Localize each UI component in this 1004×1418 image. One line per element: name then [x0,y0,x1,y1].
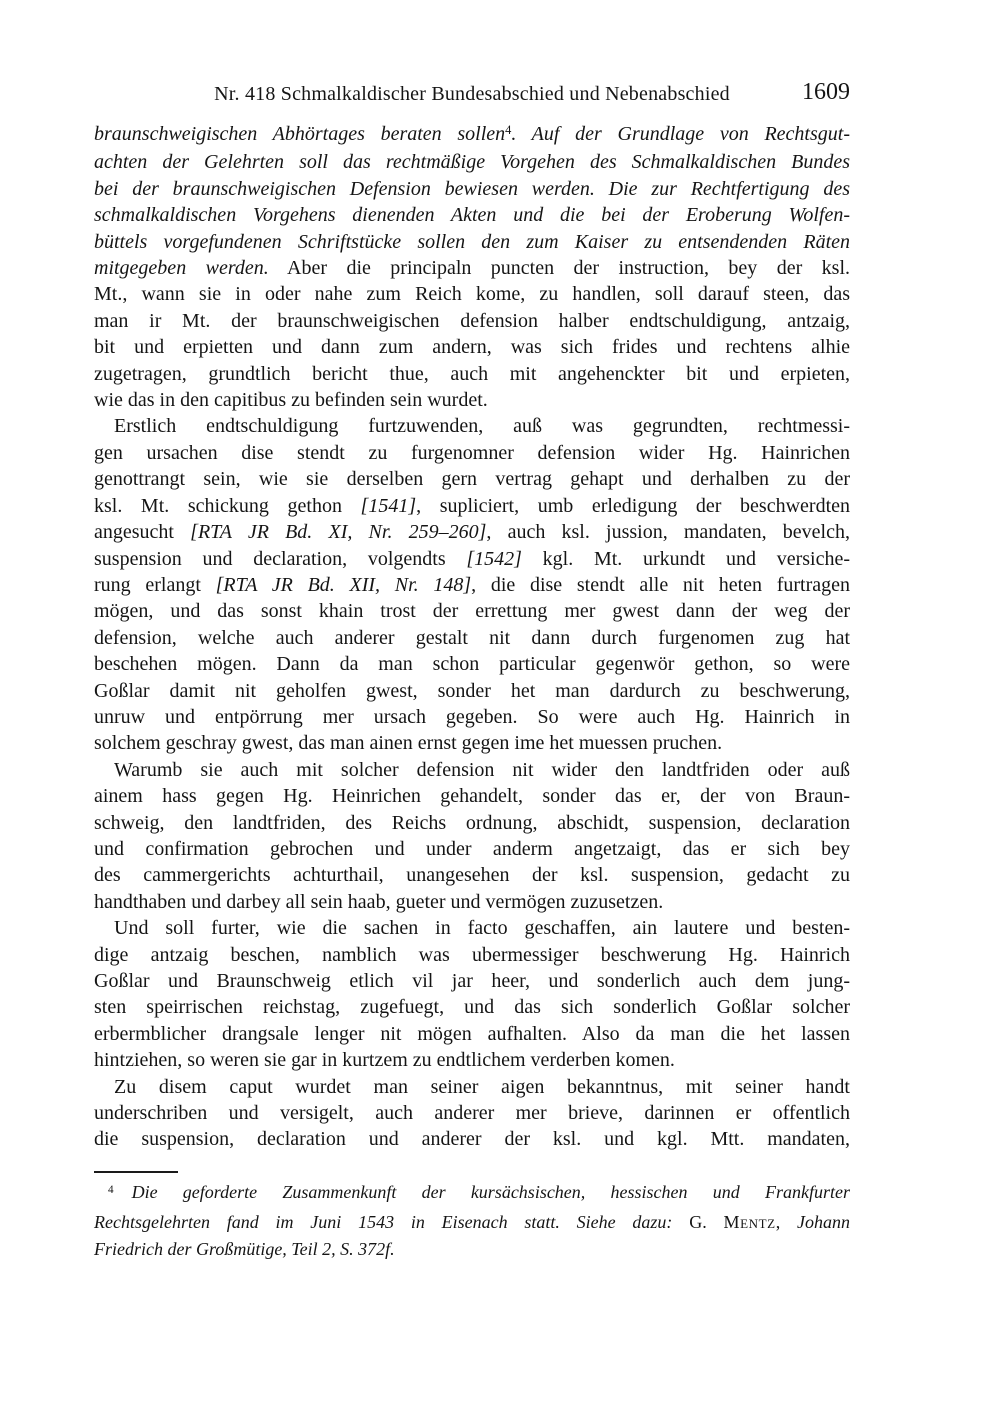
text-line [94,704,850,730]
text-line [94,1074,850,1100]
text-segment: sten speirrischen reichstag, zugefuegt, und das sich sonderlich Goßlar solcher [94,996,850,1019]
text-line [94,413,850,439]
text-line [94,229,850,255]
text-segment: handthaben und darbey all sein haab, gueter und vermögen zuzusetzen. [94,890,664,913]
text-line [94,281,850,307]
text-segment: [1542] [466,547,522,570]
text-line [94,1179,850,1209]
text-segment: suspension und declaration, volgendts [94,547,467,570]
text-segment: [RTA JR Bd. XII, Nr. 148] [215,573,472,596]
text-segment: bit und erpietten und dann zum andern, was sich frides und rechtens alhie [94,336,850,359]
text-segment: achten der Gelehrten soll das rechtmäßige Vorgehen des Schmalkaldischen Bundes [94,151,850,174]
text-segment: Friedrich der Großmütige, Teil 2, S. 372f. [94,1239,395,1259]
text-segment: dige antzaig beschen, namblich was ubermessiger beschwerung Hg. Hainrich [94,943,850,966]
text-line [94,572,850,598]
text-line [94,149,850,175]
text-segment: die suspension, declaration und anderer der ksl. und kgl. Mtt. mandaten, [94,1128,850,1151]
text-segment: genottrangt sein, wie sie derselben gern vertrag gehapt und derhalben zu der [94,468,850,491]
text-line [94,968,850,994]
text-segment: und confirmation gebrochen und under anderm angetzaigt, das er sich bey [94,837,850,860]
text-segment: Warumb sie auch mit solcher defension nit wider den landtfriden oder auß [114,758,850,781]
text-segment: . Auf der Grundlage von Rechtsgut- [511,123,850,145]
text-segment: Johann [797,1212,850,1232]
text-segment: Mt., wann sie in oder nahe zum Reich kome, zu handlen, soll darauf steen, das [94,283,850,306]
text-line [94,730,850,756]
text-line [94,440,850,466]
text-segment: angesucht [94,521,191,544]
text-line [94,783,850,809]
body-text [94,121,850,1153]
text-segment: Goßlar damit nit geholfen gwest, sonder het man dardurch zu beschwerung, [94,679,850,702]
header-title: Nr. 418 Schmalkaldischer Bundesabschied und Nebenabschied [214,83,730,105]
text-segment: hintziehen, so weren sie gar in kurtzem zu endtlichem verderben komen. [94,1049,675,1072]
text-segment: bei der braunschweigischen Defension bewiesen werden. Die zur Rechtfertigung des [94,177,850,200]
text-line [94,466,850,492]
text-line [94,255,850,281]
text-segment: man ir Mt. der braunschweigischen defension halber endtschuldigung, antzaig, [94,309,850,332]
text-segment: Und soll furter, wie die sachen in facto geschaffen, ain lautere und besten- [114,917,850,940]
text-segment: mitgegeben werden. [94,257,269,280]
text-segment: Rechtsgelehrten fand im Juni 1543 in Eisenach statt. Siehe dazu: [94,1212,690,1232]
text-line [94,598,850,624]
text-segment: erbermblicher drangsale lenger nit mögen aufhalten. Also da man die het lassen [94,1022,850,1045]
text-segment: beschehen mögen. Dann da man schon particular gegenwör gethon, so were [94,653,850,676]
text-segment: Goßlar und Braunschweig etlich vil jar heer, und sonderlich auch dem jung- [94,970,850,992]
text-segment: ksl. Mt. schickung gethon [94,494,361,517]
text-segment: Aber die principaln puncten der instruction, bey der ksl. [268,257,851,280]
text-line [94,361,850,387]
text-segment: Mentz [723,1212,776,1232]
text-segment: ainem hass gegen Hg. Heinrichen gehandelt, sonder das er, der von Braun- [94,785,850,808]
text-line [94,678,850,704]
text-segment: Zu disem caput wurdet man seiner aigen bekanntnus, mit seiner handt [114,1075,850,1098]
text-line [94,1047,850,1073]
footnote-text [94,1179,850,1263]
text-line [94,915,850,941]
text-line [94,202,850,228]
page-number: 1609 [802,79,850,105]
text-line [94,1209,850,1236]
text-line [94,334,850,360]
text-segment: 4 [108,1183,114,1196]
text-segment: schweig, den landtfriden, des Reichs ordnung, abschidt, suspension, declaration [94,811,850,834]
text-line [94,519,850,545]
text-line [94,810,850,836]
text-line [94,493,850,519]
text-line [94,308,850,334]
text-segment: underschriben und versigelt, auch anderer mer brieve, darinnen er offentlich [94,1102,850,1125]
running-header [94,79,850,110]
text-segment: rung erlangt [94,573,216,596]
text-line [94,387,850,413]
text-segment: [1541] [360,494,417,517]
text-segment: , die dise stendt alle nit heten furtragen [471,573,851,596]
text-line [94,1100,850,1126]
text-segment: G. [689,1212,724,1232]
text-line [94,625,850,651]
text-segment: des cammergerichts achturthail, unangesehen der ksl. suspension, gedacht zu [94,864,850,887]
text-segment: braunschweigischen Abhörtages beraten sollen [94,123,506,145]
text-line [94,1236,850,1263]
text-line [94,546,850,572]
text-line [94,121,850,149]
text-line [94,942,850,968]
text-segment: wie das in den capitibus zu befinden sein wurdet. [94,389,488,412]
text-segment: defension, welche auch anderer gestalt nit dann durch furgenomen zug hat [94,626,850,649]
text-line [94,862,850,888]
text-segment: , [775,1212,797,1232]
text-segment: [RTA JR Bd. XI, Nr. 259–260] [190,521,487,544]
text-segment: Erstlich endtschuldigung furtzuwenden, auß was gegrundten, rechtmessi- [114,415,850,438]
text-segment: 4 [505,123,512,138]
text-line [94,889,850,915]
footnote-separator-rule [94,1171,178,1173]
text-segment: solchem geschray gwest, das man ainen ernst gegen ime het muessen pruchen. [94,732,723,755]
text-segment: kgl. Mt. urkundt und versiche- [521,547,850,570]
text-line [94,757,850,783]
text-segment: schmalkaldischen Vorgehens dienenden Akten und die bei der Eroberung Wolfen- [94,204,850,227]
text-line [94,994,850,1020]
text-line [94,1126,850,1152]
text-segment: Die geforderte Zusammenkunft der kursächsischen, hessischen und Frankfurter [131,1182,850,1202]
text-segment: zugetragen, grundtlich bericht thue, auch mit angehenckter bit und erpieten, [94,362,850,385]
text-segment: , auch ksl. jussion, mandaten, bevelch, [486,521,850,544]
text-segment: büttels vorgefundenen Schriftstücke sollen den zum Kaiser zu entsendenden Räten [94,230,850,253]
text-segment: mögen, und das sonst khain trost der errettung mer gwest dann der weg der [94,600,850,623]
text-line [94,176,850,202]
text-segment: unruw und entpörrung mer ursach gegeben. So were auch Hg. Hainrich in [94,705,850,728]
text-segment: , supliciert, umb erledigung der beschwerdten [416,494,850,517]
text-segment: gen ursachen dise stendt zu furgenomner defension wider Hg. Hainrichen [94,441,850,464]
text-line [94,651,850,677]
text-line [94,836,850,862]
text-line [94,1021,850,1047]
